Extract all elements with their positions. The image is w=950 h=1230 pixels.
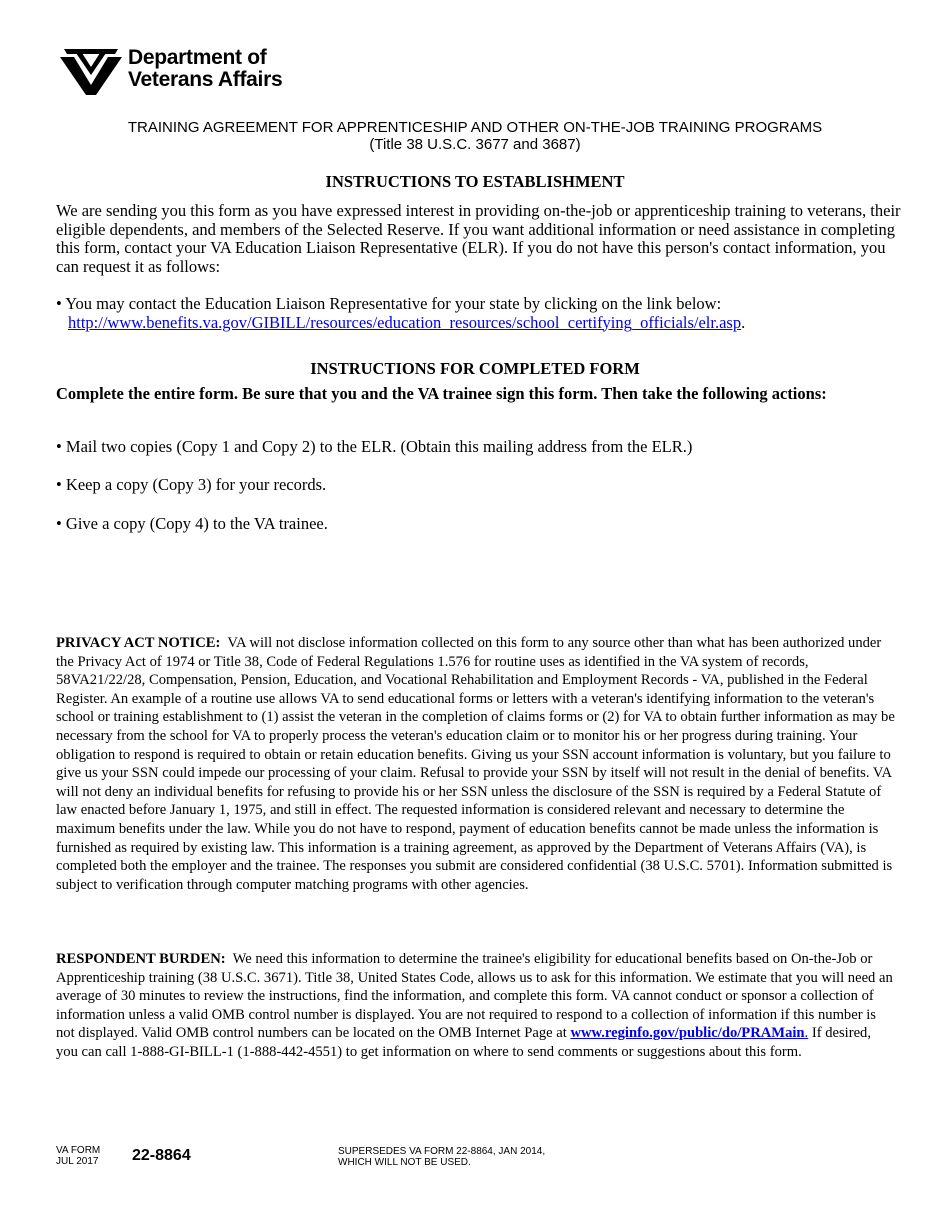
va-seal-icon	[60, 49, 122, 95]
form-title-line-2: (Title 38 U.S.C. 3677 and 3687)	[369, 136, 581, 153]
elr-contact-text: • You may contact the Education Liaison Representative for your state by clicking on the link below:	[56, 294, 722, 313]
footer-supersedes	[338, 1146, 545, 1168]
footer-supersedes-line-2: WHICH WILL NOT BE USED.	[338, 1157, 471, 1168]
form-title	[0, 119, 950, 153]
footer-form-number: 22-8864	[132, 1147, 191, 1164]
dept-line-1: Department of	[128, 46, 267, 69]
omb-link-period: .	[804, 1025, 809, 1042]
privacy-act-label: PRIVACY ACT NOTICE:	[56, 635, 221, 651]
bullet-keep-copy: • Keep a copy (Copy 3) for your records.	[56, 475, 327, 494]
completed-form-lead: Complete the entire form. Be sure that you and the VA trainee sign this form. Then take the following actions:	[56, 384, 827, 403]
footer-form-date: JUL 2017	[56, 1156, 99, 1167]
footer-form-info	[56, 1145, 100, 1167]
form-title-line-1: TRAINING AGREEMENT FOR APPRENTICESHIP AND OTHER ON-THE-JOB TRAINING PROGRAMS	[127, 119, 823, 136]
instructions-completed-heading: INSTRUCTIONS FOR COMPLETED FORM	[310, 359, 640, 378]
elr-link-period: .	[741, 312, 746, 332]
bullet-give-copy: • Give a copy (Copy 4) to the VA trainee.	[56, 514, 328, 533]
va-logo	[60, 47, 330, 99]
privacy-act-notice	[56, 634, 896, 894]
respondent-burden-text: We need this information to determine the trainee's eligibility for educational benefits based on On-the-Job or Apprenticeship training (38 U.S.C. 3671). Title 38, United States Code, allows us to ask for this information. We estimate that you will need an average of 30 minutes to review the instructions, find the information, and complete this form. VA cannot conduct or sponsor a collection of information unless a valid OMB control number is displayed. You are not required to respond to a collection of information if this number is not displayed. Valid OMB control numbers can be located on the OMB Internet Page at	[56, 951, 893, 1042]
department-name	[128, 47, 282, 91]
dept-line-2: Veterans Affairs	[128, 68, 283, 91]
respondent-burden-label: RESPONDENT BURDEN:	[56, 951, 226, 967]
instructions-establishment-heading: INSTRUCTIONS TO ESTABLISHMENT	[325, 172, 625, 191]
elr-link-line	[56, 314, 901, 333]
bullet-mail-copies: • Mail two copies (Copy 1 and Copy 2) to the ELR. (Obtain this mailing address from the ELR.)	[56, 437, 693, 456]
respondent-burden-text-after: If desired, you can call 1-888-GI-BILL-1 (1-888-442-4551) to get information on where to send comments or suggestions about this form.	[56, 1025, 871, 1060]
elr-contact-bullet	[56, 295, 901, 332]
privacy-act-text: VA will not disclose information collected on this form to any source other than what has been authorized under the Privacy Act of 1974 or Title 38, Code of Federal Regulations 1.576 for routine uses as identified in the VA system of records, 58VA21/22/28, Compensation, Pension, Education, and Vocational Rehabilitation and Employment Records - VA, published in the Federal Register. An example of a routine use allows VA to send educational forms or letters with a veteran's identifying information to the veteran's school or training establishment to (1) assist the veteran in the completion of claims forms or (2) for VA to obtain further information as may be necessary from the school for VA to properly process the veteran's education claim or to monitor his or her progress during training. Your obligation to respond is required to obtain or retain education benefits. Giving us your SSN account information is voluntary, but you failure to give us your SSN could impede our processing of your claim. Refusal to provide your SSN by itself will not result in the denial of benefits. VA will not deny an individual benefits for refusing to provide his or her SSN unless the disclosure of the SSN is required by a Federal Statute of law enacted before January 1, 1975, and still in effect. The requested information is considered relevant and necessary to determine the maximum benefits under the law. While you do not have to respond, payment of education benefits cannot be made unless the information is furnished as required by existing law. This information is a training agreement, as approved by the Department of Veterans Affairs (VA), is completed both the employer and the trainee. The responses you submit are considered confidential (38 U.S.C. 5701). Information submitted is subject to verification through computer matching programs with other agencies.	[56, 635, 895, 893]
instructions-establishment-body: We are sending you this form as you have expressed interest in providing on-the-job or apprenticeship training to veterans, their eligible dependents, and members of the Selected Reserve. If you want additional information or need assistance in completing this form, contact your VA Education Liaison Representative (ELR). If you do not have this person's contact information, you can request it as follows:	[56, 201, 901, 276]
respondent-burden	[56, 950, 896, 1062]
footer-supersedes-line-1: SUPERSEDES VA FORM 22-8864, JAN 2014,	[338, 1146, 546, 1157]
elr-link[interactable]: http://www.benefits.va.gov/GIBILL/resources/education_resources/school_certifying_officials/elr.asp	[68, 312, 742, 332]
footer-form-label: VA FORM	[56, 1145, 101, 1156]
omb-link[interactable]: www.reginfo.gov/public/do/PRAMain	[570, 1025, 805, 1042]
